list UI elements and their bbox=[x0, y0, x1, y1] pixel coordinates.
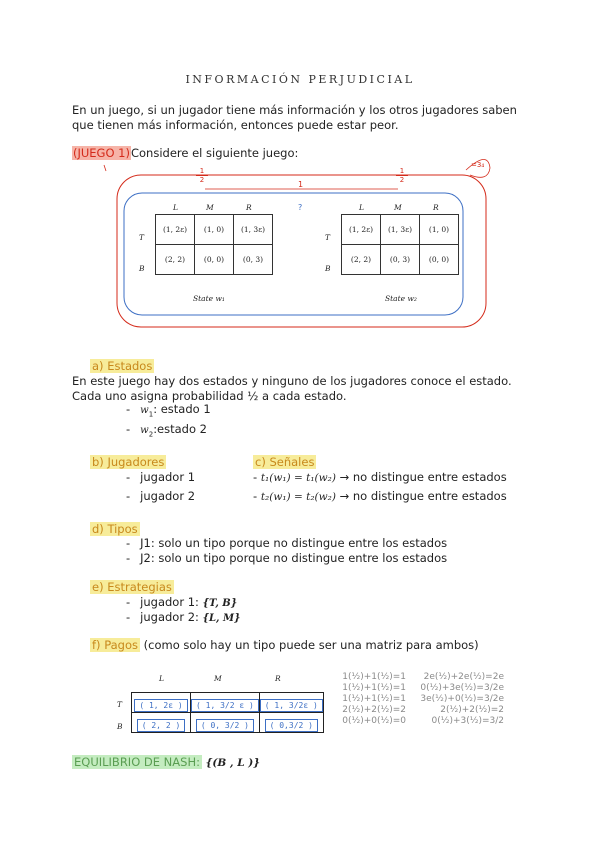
section-a-line: En este juego hay dos estados y ninguno de los jugadores conoce el estado. bbox=[72, 374, 512, 388]
red-scribble-mark bbox=[466, 159, 490, 177]
expected-payoff-calc-right bbox=[412, 672, 504, 727]
bayes-row-label: T bbox=[117, 700, 123, 709]
payoff-cell: (0, 3) bbox=[234, 245, 273, 275]
prob-left-numerator: 1 bbox=[199, 167, 205, 175]
calc-line: 2(½)+2(½)=2 bbox=[342, 705, 406, 715]
strategy-item: - jugador 2: {L, M} bbox=[126, 610, 241, 624]
section-a-label: a) Estados bbox=[92, 359, 153, 373]
juego-label: (JUEGO 1) bbox=[73, 146, 130, 160]
section-c-label: c) Señales bbox=[255, 455, 315, 469]
right-col-label: M bbox=[394, 203, 402, 212]
section-b-label: b) Jugadores bbox=[92, 455, 165, 469]
blue-information-set-outline bbox=[124, 193, 463, 315]
section-f-label: f) Pagos bbox=[92, 638, 138, 652]
left-payoff-matrix bbox=[155, 214, 273, 275]
payoff-cell: (1, 3ε) bbox=[234, 215, 273, 245]
payoff-cell: (0, 0) bbox=[195, 245, 234, 275]
signal-item: - t₂(w₁) = t₂(w₂) → no distingue entre estados bbox=[253, 489, 507, 503]
calc-line: 2(½)+2(½)=2 bbox=[440, 705, 504, 715]
left-col-label: M bbox=[206, 203, 214, 212]
bayes-payoff-cell: ( 0,3/2 ) bbox=[265, 719, 318, 732]
juego-heading bbox=[72, 146, 298, 161]
question-mark: ? bbox=[298, 203, 303, 212]
section-e-label: e) Estrategias bbox=[92, 580, 172, 594]
prob-right-denominator: 2 bbox=[396, 175, 408, 184]
intro-line: En un juego, si un jugador tiene más información y los otros jugadores saben bbox=[72, 103, 517, 117]
signal-item: - t₁(w₁) = t₁(w₂) → no distingue entre estados bbox=[253, 470, 507, 484]
calc-line: 0(½)+0(½)=0 bbox=[342, 716, 406, 726]
bayes-col-label: R bbox=[275, 674, 281, 683]
payoff-cell: (1, 0) bbox=[420, 215, 459, 245]
type-item: - J1: solo un tipo porque no distingue entre los estados bbox=[126, 536, 448, 550]
intro-paragraph bbox=[72, 103, 542, 133]
bayes-payoff-cell: ( 2, 2 ) bbox=[137, 719, 186, 732]
payoff-cell: (2, 2) bbox=[156, 245, 195, 275]
left-row-label: T bbox=[139, 233, 145, 242]
calc-line: 1(½)+1(½)=1 bbox=[342, 672, 406, 682]
right-row-label: B bbox=[325, 264, 331, 273]
payoff-cell: (0, 0) bbox=[420, 245, 459, 275]
section-a-line: Cada uno asigna probabilidad ½ a cada estado. bbox=[72, 389, 347, 403]
expected-payoff-calc-left bbox=[330, 672, 406, 727]
left-col-label: R bbox=[246, 203, 252, 212]
calc-line: 3e(½)+0(½)=3/2e bbox=[420, 694, 504, 704]
prob-left-denominator: 2 bbox=[196, 175, 208, 184]
juego-text: Considere el siguiente juego: bbox=[130, 146, 299, 160]
nash-equilibrium bbox=[72, 755, 260, 771]
strategy-item: - jugador 1: {T, B} bbox=[126, 595, 238, 609]
calc-line: 1(½)+1(½)=1 bbox=[342, 683, 406, 693]
player-item: - jugador 2 bbox=[126, 489, 196, 503]
left-row-label: B bbox=[139, 264, 145, 273]
right-row-label: T bbox=[325, 233, 331, 242]
left-col-label: L bbox=[173, 203, 178, 212]
payoff-cell: (1, 0) bbox=[195, 215, 234, 245]
bayes-col-label: L bbox=[159, 674, 164, 683]
scribble-text: =3₄ bbox=[471, 161, 485, 169]
bayes-row-label: B bbox=[117, 722, 123, 731]
red-tick-mark bbox=[104, 165, 106, 171]
calc-line: 0(½)+3(½)=3/2 bbox=[431, 716, 504, 726]
arrow-label: 1 bbox=[298, 180, 304, 189]
right-col-label: L bbox=[359, 203, 364, 212]
nash-label: EQUILIBRIO DE NASH: bbox=[74, 755, 200, 769]
payoff-cell: (2, 2) bbox=[342, 245, 381, 275]
intro-line: que tienen más información, entonces puede estar peor. bbox=[72, 118, 399, 132]
right-payoff-matrix bbox=[341, 214, 459, 275]
right-state-label: State w₂ bbox=[385, 294, 417, 303]
payoff-cell: (1, 2ε) bbox=[156, 215, 195, 245]
type-item: - J2: solo un tipo porque no distingue entre los estados bbox=[126, 551, 448, 565]
section-c-heading bbox=[253, 455, 316, 470]
section-b-heading bbox=[90, 455, 166, 470]
bayes-col-label: M bbox=[214, 674, 222, 683]
section-a-heading bbox=[90, 359, 154, 374]
bayesian-payoff-matrix bbox=[131, 692, 324, 733]
payoff-cell: (1, 2ε) bbox=[342, 215, 381, 245]
prob-left bbox=[196, 167, 208, 184]
calc-line: 2e(½)+2e(½)=2e bbox=[423, 672, 504, 682]
section-f-note: (como solo hay un tipo puede ser una matriz para ambos) bbox=[139, 638, 479, 652]
section-f-heading bbox=[90, 638, 479, 653]
red-information-set-outline bbox=[117, 175, 486, 327]
state-item: - $w_2:estado$ 2 bbox=[126, 422, 207, 439]
payoff-cell: (1, 3ε) bbox=[381, 215, 420, 245]
nash-value: {(B , L )} bbox=[205, 757, 260, 769]
player-item: - jugador 1 bbox=[126, 470, 196, 484]
left-state-label: State w₁ bbox=[193, 294, 225, 303]
calc-line: 0(½)+3e(½)=3/2e bbox=[420, 683, 504, 693]
bayes-payoff-cell: ( 1, 3/2 ε ) bbox=[191, 699, 259, 712]
section-d-label: d) Tipos bbox=[92, 522, 138, 536]
prob-right bbox=[396, 167, 408, 184]
section-e-heading bbox=[90, 580, 174, 595]
prob-right-numerator: 1 bbox=[399, 167, 405, 175]
right-col-label: R bbox=[433, 203, 439, 212]
calc-line: 1(½)+1(½)=1 bbox=[342, 694, 406, 704]
bayes-payoff-cell: ( 1, 2ε ) bbox=[134, 699, 187, 712]
payoff-cell: (0, 3) bbox=[381, 245, 420, 275]
section-a-text bbox=[72, 374, 542, 404]
section-d-heading bbox=[90, 522, 140, 537]
bayes-payoff-cell: ( 1, 3/2ε ) bbox=[260, 699, 323, 712]
bayes-payoff-cell: ( 0, 3/2 ) bbox=[196, 719, 254, 732]
page-title: INFORMACIÓN PERJUDICIAL bbox=[185, 73, 415, 86]
state-item: - $w_1$: estado 1 bbox=[126, 402, 211, 419]
